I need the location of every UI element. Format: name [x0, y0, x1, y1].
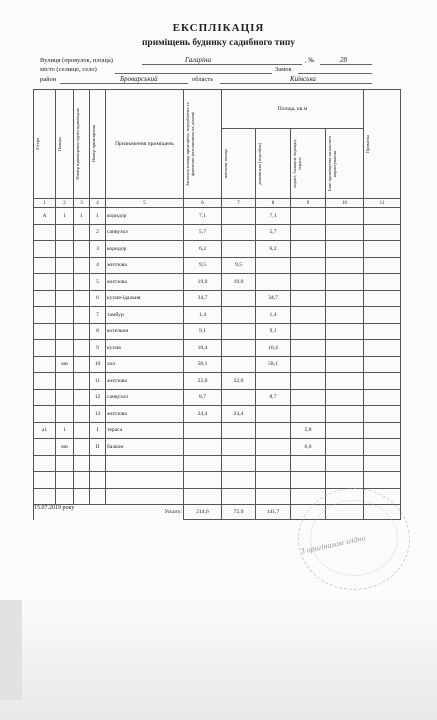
- cell-total: 1,4: [184, 307, 222, 324]
- col-zag-plosha-header: Загальна площа приміщень, передбачена та фактично розташована на ділянці: [184, 90, 222, 199]
- cell-prym-no: 8: [90, 323, 106, 340]
- cell-inshi: [326, 257, 364, 274]
- cell-prym-no: 6: [90, 290, 106, 307]
- cell-kvartyra: [74, 340, 90, 357]
- cell-pryznach: житлова: [106, 257, 184, 274]
- cell-pryznach: тераса: [106, 422, 184, 439]
- cell-pryznach: житлова: [106, 274, 184, 291]
- cell-kvartyra: [74, 290, 90, 307]
- cell-zhytlova: [222, 208, 256, 225]
- cell-inshi: [326, 406, 364, 423]
- cell-dopomizhna: 6,2: [256, 241, 291, 258]
- cell-prymitka: [364, 373, 401, 390]
- cell-prymitka: [364, 455, 401, 472]
- cell-litera: [34, 356, 56, 373]
- cell-lodzhii: [291, 323, 326, 340]
- cell-poverh: 1: [56, 422, 74, 439]
- cell-dopomizhna: [256, 439, 291, 456]
- col-lodzhii-header: лоджії, балкони, веранди, тераси: [291, 129, 326, 199]
- cell-litera: [34, 389, 56, 406]
- cell-total: [184, 439, 222, 456]
- cell-prymitka: [364, 472, 401, 489]
- cell-pryznach: [106, 472, 184, 489]
- cell-litera: [34, 307, 56, 324]
- cell-zhytlova: [222, 307, 256, 324]
- table-row: [34, 472, 401, 489]
- cell-dopomizhna: [256, 472, 291, 489]
- cell-prym-no: I: [90, 422, 106, 439]
- cell-dopomizhna: 34,7: [256, 290, 291, 307]
- cell-litera: [34, 323, 56, 340]
- cell-inshi: [326, 422, 364, 439]
- district-line: [60, 83, 188, 84]
- cell-total: [184, 472, 222, 489]
- cell-pryznach: житлова: [106, 373, 184, 390]
- cell-prym-no: 13: [90, 406, 106, 423]
- cell-prymitka: [364, 406, 401, 423]
- cell-inshi: [326, 389, 364, 406]
- cell-dopomizhna: [256, 422, 291, 439]
- cell-lodzhii: [291, 257, 326, 274]
- table-row: [34, 274, 401, 291]
- cell-prym-no: [90, 455, 106, 472]
- cell-kvartyra: [74, 274, 90, 291]
- table-row: [34, 422, 401, 439]
- table-row: [34, 356, 401, 373]
- cell-dopomizhna: 5,7: [256, 224, 291, 241]
- totals-label: Усього:: [106, 505, 184, 520]
- cell-total: 24,4: [184, 406, 222, 423]
- cell-dopomizhna: 58,1: [256, 356, 291, 373]
- table-row: [34, 307, 401, 324]
- cell-lodzhii: [291, 373, 326, 390]
- cell-kvartyra: [74, 389, 90, 406]
- table-row: [34, 323, 401, 340]
- cell-lodzhii: [291, 307, 326, 324]
- cell-kvartyra: [74, 488, 90, 505]
- cell-lodzhii: [291, 455, 326, 472]
- cell-lodzhii: [291, 472, 326, 489]
- cell-total: [184, 455, 222, 472]
- cell-pryznach: балкон: [106, 439, 184, 456]
- cell-inshi: [326, 472, 364, 489]
- zamok-label: Замок: [275, 66, 292, 73]
- cell-poverh: 1: [56, 208, 74, 225]
- cell-total: 7,1: [184, 208, 222, 225]
- cell-poverh: [56, 389, 74, 406]
- cell-poverh: мн: [56, 439, 74, 456]
- cell-prym-no: 3: [90, 241, 106, 258]
- cell-zhytlova: [222, 241, 256, 258]
- cell-kvartyra: [74, 307, 90, 324]
- cell-kvartyra: [74, 422, 90, 439]
- cell-kvartyra: [74, 356, 90, 373]
- cell-prym-no: 4: [90, 257, 106, 274]
- cell-total: [184, 488, 222, 505]
- cell-lodzhii: [291, 389, 326, 406]
- cell-prym-no: 2: [90, 224, 106, 241]
- document-date: 15.07.2019 року: [34, 505, 75, 511]
- cell-pryznach: кухня: [106, 340, 184, 357]
- cell-lodzhii: [291, 208, 326, 225]
- no-line: [320, 64, 372, 65]
- zamok-line: [298, 73, 372, 74]
- cell-lodzhii: [291, 224, 326, 241]
- in-total-header: Площа, кв.м: [222, 90, 364, 129]
- col-prymitka-header: Примітка: [364, 90, 401, 199]
- col-zhytlova-header: житлова площа: [222, 129, 256, 199]
- cell-pryznach: санвузол: [106, 389, 184, 406]
- cell-inshi: [326, 208, 364, 225]
- cell-kvartyra: [74, 373, 90, 390]
- cell-zhytlova: [222, 455, 256, 472]
- cell-litera: [34, 472, 56, 489]
- page-bottom-shade: [0, 598, 437, 720]
- oblast-line: [220, 83, 372, 84]
- cell-zhytlova: [222, 224, 256, 241]
- table-row: [34, 340, 401, 357]
- cell-lodzhii: [291, 340, 326, 357]
- cell-litera: А: [34, 208, 56, 225]
- cell-total: 22,0: [184, 373, 222, 390]
- cell-zhytlova: [222, 340, 256, 357]
- cell-pryznach: [106, 455, 184, 472]
- cell-prymitka: [364, 208, 401, 225]
- cell-total: 6,2: [184, 241, 222, 258]
- cell-poverh: [56, 257, 74, 274]
- cell-inshi: [326, 323, 364, 340]
- cell-lodzhii: 6,6: [291, 439, 326, 456]
- cell-lodzhii: 5,8: [291, 422, 326, 439]
- cell-litera: [34, 257, 56, 274]
- cell-dopomizhna: [256, 488, 291, 505]
- cell-total: 9,1: [184, 323, 222, 340]
- cell-prym-no: 12: [90, 389, 106, 406]
- cell-prym-no: 9: [90, 340, 106, 357]
- cell-pryznach: коридор: [106, 208, 184, 225]
- col-dopomizhna-header: допоміжна (підсобна): [256, 129, 291, 199]
- cell-inshi: [326, 307, 364, 324]
- cell-prymitka: [364, 241, 401, 258]
- cell-prym-no: 1: [90, 208, 106, 225]
- cell-zhytlova: [222, 422, 256, 439]
- cell-litera: [34, 488, 56, 505]
- cell-total: 10,4: [184, 340, 222, 357]
- cell-inshi: [326, 241, 364, 258]
- cell-prym-no: II: [90, 439, 106, 456]
- no-value: 28: [340, 56, 347, 64]
- cell-prym-no: 11: [90, 373, 106, 390]
- street-line: [142, 64, 302, 65]
- place-label: місто (селище, село): [40, 66, 97, 73]
- cell-dopomizhna: 8,7: [256, 389, 291, 406]
- cell-zhytlova: [222, 323, 256, 340]
- table-row: [34, 389, 401, 406]
- cell-litera: [34, 439, 56, 456]
- cell-kvartyra: [74, 241, 90, 258]
- table-row: [34, 224, 401, 241]
- cell-zhytlova: [222, 472, 256, 489]
- cell-dopomizhna: 7,1: [256, 208, 291, 225]
- cell-litera: [34, 340, 56, 357]
- doc-title: ЕКСПЛІКАЦІЯ: [172, 22, 265, 34]
- cell-zhytlova: [222, 439, 256, 456]
- cell-lodzhii: [291, 406, 326, 423]
- cell-poverh: [56, 274, 74, 291]
- cell-pryznach: [106, 488, 184, 505]
- place-line: [115, 73, 272, 74]
- cell-poverh: [56, 472, 74, 489]
- cell-inshi: [326, 340, 364, 357]
- cell-zhytlova: 22,0: [222, 373, 256, 390]
- cell-poverh: [56, 488, 74, 505]
- table-row: [34, 257, 401, 274]
- cell-kvartyra: [74, 323, 90, 340]
- col-kvartyra-header: Номер приміщення групи приміщень: [74, 90, 90, 199]
- cell-total: [184, 422, 222, 439]
- table-row: [34, 290, 401, 307]
- table-row: [34, 406, 401, 423]
- cell-zhytlova: 19,0: [222, 274, 256, 291]
- col-poverh-header: Поверх: [56, 90, 74, 199]
- cell-dopomizhna: 1,4: [256, 307, 291, 324]
- cell-poverh: [56, 373, 74, 390]
- explication-table: [33, 89, 401, 520]
- cell-dopomizhna: [256, 257, 291, 274]
- cell-litera: [34, 373, 56, 390]
- page-edge: [0, 600, 22, 700]
- totals-total: 214,6: [184, 505, 222, 520]
- district-label: район: [40, 76, 57, 83]
- stamp-text: З оригіналом згідно: [299, 533, 367, 556]
- cell-poverh: [56, 290, 74, 307]
- cell-prymitka: [364, 274, 401, 291]
- cell-poverh: мн: [56, 356, 74, 373]
- cell-prymitka: [364, 290, 401, 307]
- cell-poverh: [56, 241, 74, 258]
- cell-lodzhii: [291, 274, 326, 291]
- column-number-row: 1 2 3 4 5 6 7 8 9 10 11: [34, 199, 401, 208]
- cell-prymitka: [364, 224, 401, 241]
- cell-prym-no: 7: [90, 307, 106, 324]
- cell-prym-no: 10: [90, 356, 106, 373]
- cell-prym-no: 5: [90, 274, 106, 291]
- cell-total: 9,5: [184, 257, 222, 274]
- cell-kvartyra: [74, 406, 90, 423]
- cell-prymitka: [364, 257, 401, 274]
- cell-poverh: [56, 323, 74, 340]
- cell-prymitka: [364, 307, 401, 324]
- cell-dopomizhna: [256, 455, 291, 472]
- col-pryznach-header: Призначення приміщень: [106, 90, 184, 199]
- cell-lodzhii: [291, 241, 326, 258]
- table-row: [34, 241, 401, 258]
- cell-litera: [34, 290, 56, 307]
- totals-zhytlova: 72,9: [222, 505, 256, 520]
- cell-inshi: [326, 356, 364, 373]
- cell-zhytlova: [222, 389, 256, 406]
- cell-pryznach: тамбур: [106, 307, 184, 324]
- cell-total: 5,7: [184, 224, 222, 241]
- cell-inshi: [326, 439, 364, 456]
- cell-lodzhii: [291, 290, 326, 307]
- district-value: Броварський: [120, 75, 158, 83]
- cell-dopomizhna: [256, 274, 291, 291]
- cell-lodzhii: [291, 356, 326, 373]
- col-inshi-header: Інші приміщення загального користування: [326, 129, 364, 199]
- no-label: , №: [305, 57, 315, 64]
- cell-poverh: [56, 406, 74, 423]
- cell-prymitka: [364, 340, 401, 357]
- cell-pryznach: кухня-їдальня: [106, 290, 184, 307]
- cell-total: 58,1: [184, 356, 222, 373]
- cell-zhytlova: [222, 290, 256, 307]
- cell-pryznach: коридор: [106, 241, 184, 258]
- table-row: [34, 455, 401, 472]
- cell-prymitka: [364, 439, 401, 456]
- cell-prymitka: [364, 323, 401, 340]
- cell-zhytlova: 9,5: [222, 257, 256, 274]
- cell-poverh: [56, 224, 74, 241]
- cell-inshi: [326, 224, 364, 241]
- cell-pryznach: хол: [106, 356, 184, 373]
- cell-dopomizhna: 10,4: [256, 340, 291, 357]
- totals-dopomizhna: 141,7: [256, 505, 291, 520]
- cell-pryznach: санвузол: [106, 224, 184, 241]
- cell-zhytlova: 24,4: [222, 406, 256, 423]
- cell-litera: [34, 455, 56, 472]
- table-row: [34, 439, 401, 456]
- table-row: [34, 208, 401, 225]
- cell-prymitka: [364, 389, 401, 406]
- cell-litera: [34, 406, 56, 423]
- cell-dopomizhna: [256, 406, 291, 423]
- cell-prym-no: [90, 488, 106, 505]
- street-label: Вулиця (провулок, площа): [40, 57, 113, 64]
- col-litera-header: Літера: [34, 90, 56, 199]
- table-row: [34, 373, 401, 390]
- cell-kvartyra: [74, 472, 90, 489]
- cell-inshi: [326, 373, 364, 390]
- cell-dopomizhna: 9,1: [256, 323, 291, 340]
- cell-pryznach: житлова: [106, 406, 184, 423]
- cell-inshi: [326, 274, 364, 291]
- cell-kvartyra: [74, 257, 90, 274]
- street-value: Гагаріна: [185, 56, 211, 64]
- cell-zhytlova: [222, 356, 256, 373]
- cell-pryznach: котельня: [106, 323, 184, 340]
- cell-litera: [34, 224, 56, 241]
- cell-poverh: [56, 340, 74, 357]
- cell-kvartyra: [74, 439, 90, 456]
- cell-zhytlova: [222, 488, 256, 505]
- cell-litera: [34, 241, 56, 258]
- cell-kvartyra: 1: [74, 208, 90, 225]
- cell-total: 8,7: [184, 389, 222, 406]
- cell-poverh: [56, 455, 74, 472]
- oblast-value: Київська: [290, 75, 316, 83]
- doc-subtitle: приміщень будинку садибного типу: [141, 38, 296, 48]
- cell-prymitka: [364, 422, 401, 439]
- cell-total: 19,0: [184, 274, 222, 291]
- oblast-label: область: [192, 76, 214, 83]
- cell-prymitka: [364, 356, 401, 373]
- cell-poverh: [56, 307, 74, 324]
- cell-kvartyra: [74, 455, 90, 472]
- cell-litera: [34, 274, 56, 291]
- cell-inshi: [326, 455, 364, 472]
- cell-total: 34,7: [184, 290, 222, 307]
- cell-inshi: [326, 290, 364, 307]
- cell-prym-no: [90, 472, 106, 489]
- cell-litera: а1: [34, 422, 56, 439]
- cell-kvartyra: [74, 224, 90, 241]
- col-prym-no-header: Номер приміщення: [90, 90, 106, 199]
- cell-dopomizhna: [256, 373, 291, 390]
